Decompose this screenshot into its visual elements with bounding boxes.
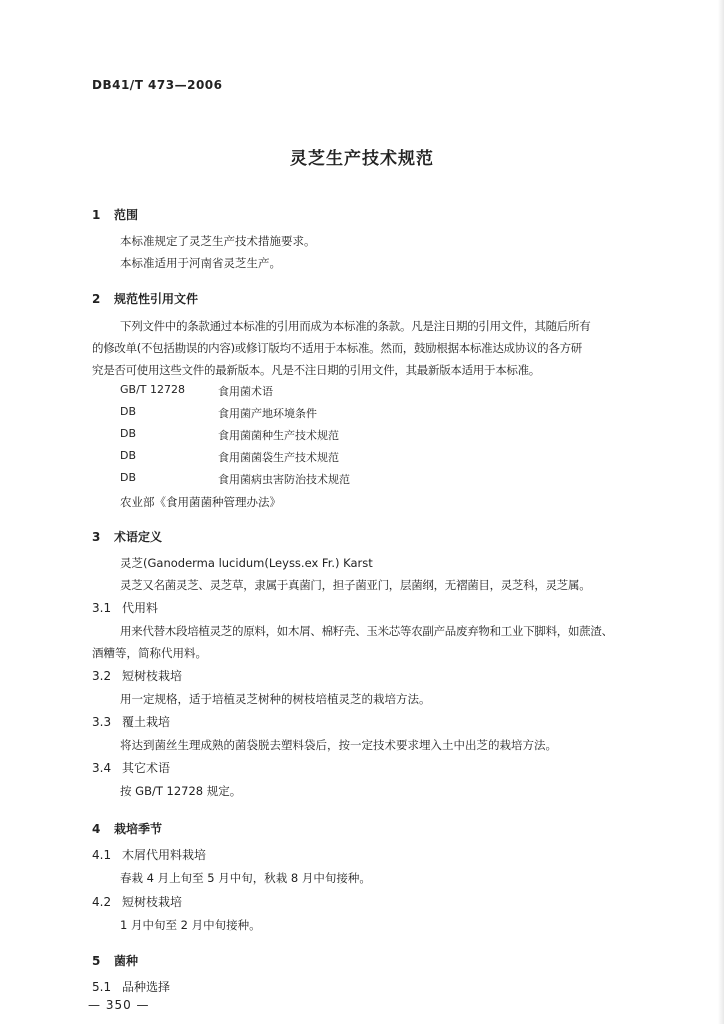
subsection-3-1-line-1: 用来代替木段培植灵芝的原料，如木屑、棉籽壳、玉米芯等农副产品废弃物和工业下脚料，如蔗渣、 — [120, 624, 613, 638]
section-2-last-line: 农业部《食用菌菌种管理办法》 — [120, 495, 281, 509]
section-2-heading: 2 规范性引用文件 — [92, 292, 199, 306]
subsection-3-3-heading: 3.3 覆土栽培 — [92, 715, 171, 729]
subsection-3-1-line-2: 酒糟等，简称代用料。 — [92, 646, 207, 660]
ref-title: 食用菌产地环境条件 — [218, 407, 317, 420]
ref-code: DB — [120, 405, 137, 418]
ref-title: 食用菌术语 — [218, 385, 273, 398]
page-number: — 350 — — [88, 998, 150, 1012]
subsection-5-1-heading: 5.1 品种选择 — [92, 980, 171, 994]
subsection-3-4-line-1: 按 GB/T 12728 规定。 — [120, 784, 242, 798]
ref-code: GB/T 12728 — [120, 383, 185, 396]
ref-title: 食用菌病虫害防治技术规范 — [218, 473, 350, 486]
ref-title: 食用菌菌袋生产技术规范 — [218, 451, 339, 464]
section-3-heading: 3 术语定义 — [92, 530, 163, 544]
subsection-4-1-line-1: 春栽 4 月上旬至 5 月中旬，秋栽 8 月中旬接种。 — [120, 871, 371, 885]
section-4-heading: 4 栽培季节 — [92, 822, 163, 836]
section-1-line-2: 本标准适用于河南省灵芝生产。 — [120, 256, 281, 270]
section-5-heading: 5 菌种 — [92, 954, 139, 968]
section-1-line-1: 本标准规定了灵芝生产技术措施要求。 — [120, 234, 316, 248]
subsection-3-4-heading: 3.4 其它术语 — [92, 761, 171, 775]
ref-code: DB — [120, 427, 137, 440]
subsection-4-1-heading: 4.1 木屑代用料栽培 — [92, 848, 207, 862]
standard-number: DB41/T 473—2006 — [92, 78, 223, 92]
section-3-line-2: 灵芝又名菌灵芝、灵芝草，隶属于真菌门，担子菌亚门，层菌纲，无褶菌目，灵芝科，灵芝属。 — [120, 578, 591, 592]
subsection-4-2-heading: 4.2 短树枝栽培 — [92, 895, 183, 909]
subsection-4-2-line-1: 1 月中旬至 2 月中旬接种。 — [120, 918, 261, 932]
document-title: 灵芝生产技术规范 — [290, 149, 434, 169]
subsection-3-1-heading: 3.1 代用料 — [92, 601, 159, 615]
ref-code: DB — [120, 471, 137, 484]
ref-code: DB — [120, 449, 137, 462]
section-2-line-1: 下列文件中的条款通过本标准的引用而成为本标准的条款。凡是注日期的引用文件，其随后所有 — [120, 319, 591, 333]
subsection-3-3-line-1: 将达到菌丝生理成熟的菌袋脱去塑料袋后，按一定技术要求埋入土中出芝的栽培方法。 — [120, 738, 557, 752]
subsection-3-2-heading: 3.2 短树枝栽培 — [92, 669, 183, 683]
section-3-line-1: 灵芝(Ganoderma lucidum(Leyss.ex Fr.) Karst — [120, 556, 373, 570]
section-1-heading: 1 范围 — [92, 208, 139, 222]
ref-title: 食用菌菌种生产技术规范 — [218, 429, 339, 442]
subsection-3-2-line-1: 用一定规格，适于培植灵芝树种的树枝培植灵芝的栽培方法。 — [120, 692, 431, 706]
section-2-line-3: 究是否可使用这些文件的最新版本。凡是不注日期的引用文件，其最新版本适用于本标准。 — [92, 363, 540, 377]
section-2-line-2: 的修改单(不包括勘误的内容)或修订版均不适用于本标准。然而，鼓励根据本标准达成协议的各方研 — [92, 341, 582, 355]
